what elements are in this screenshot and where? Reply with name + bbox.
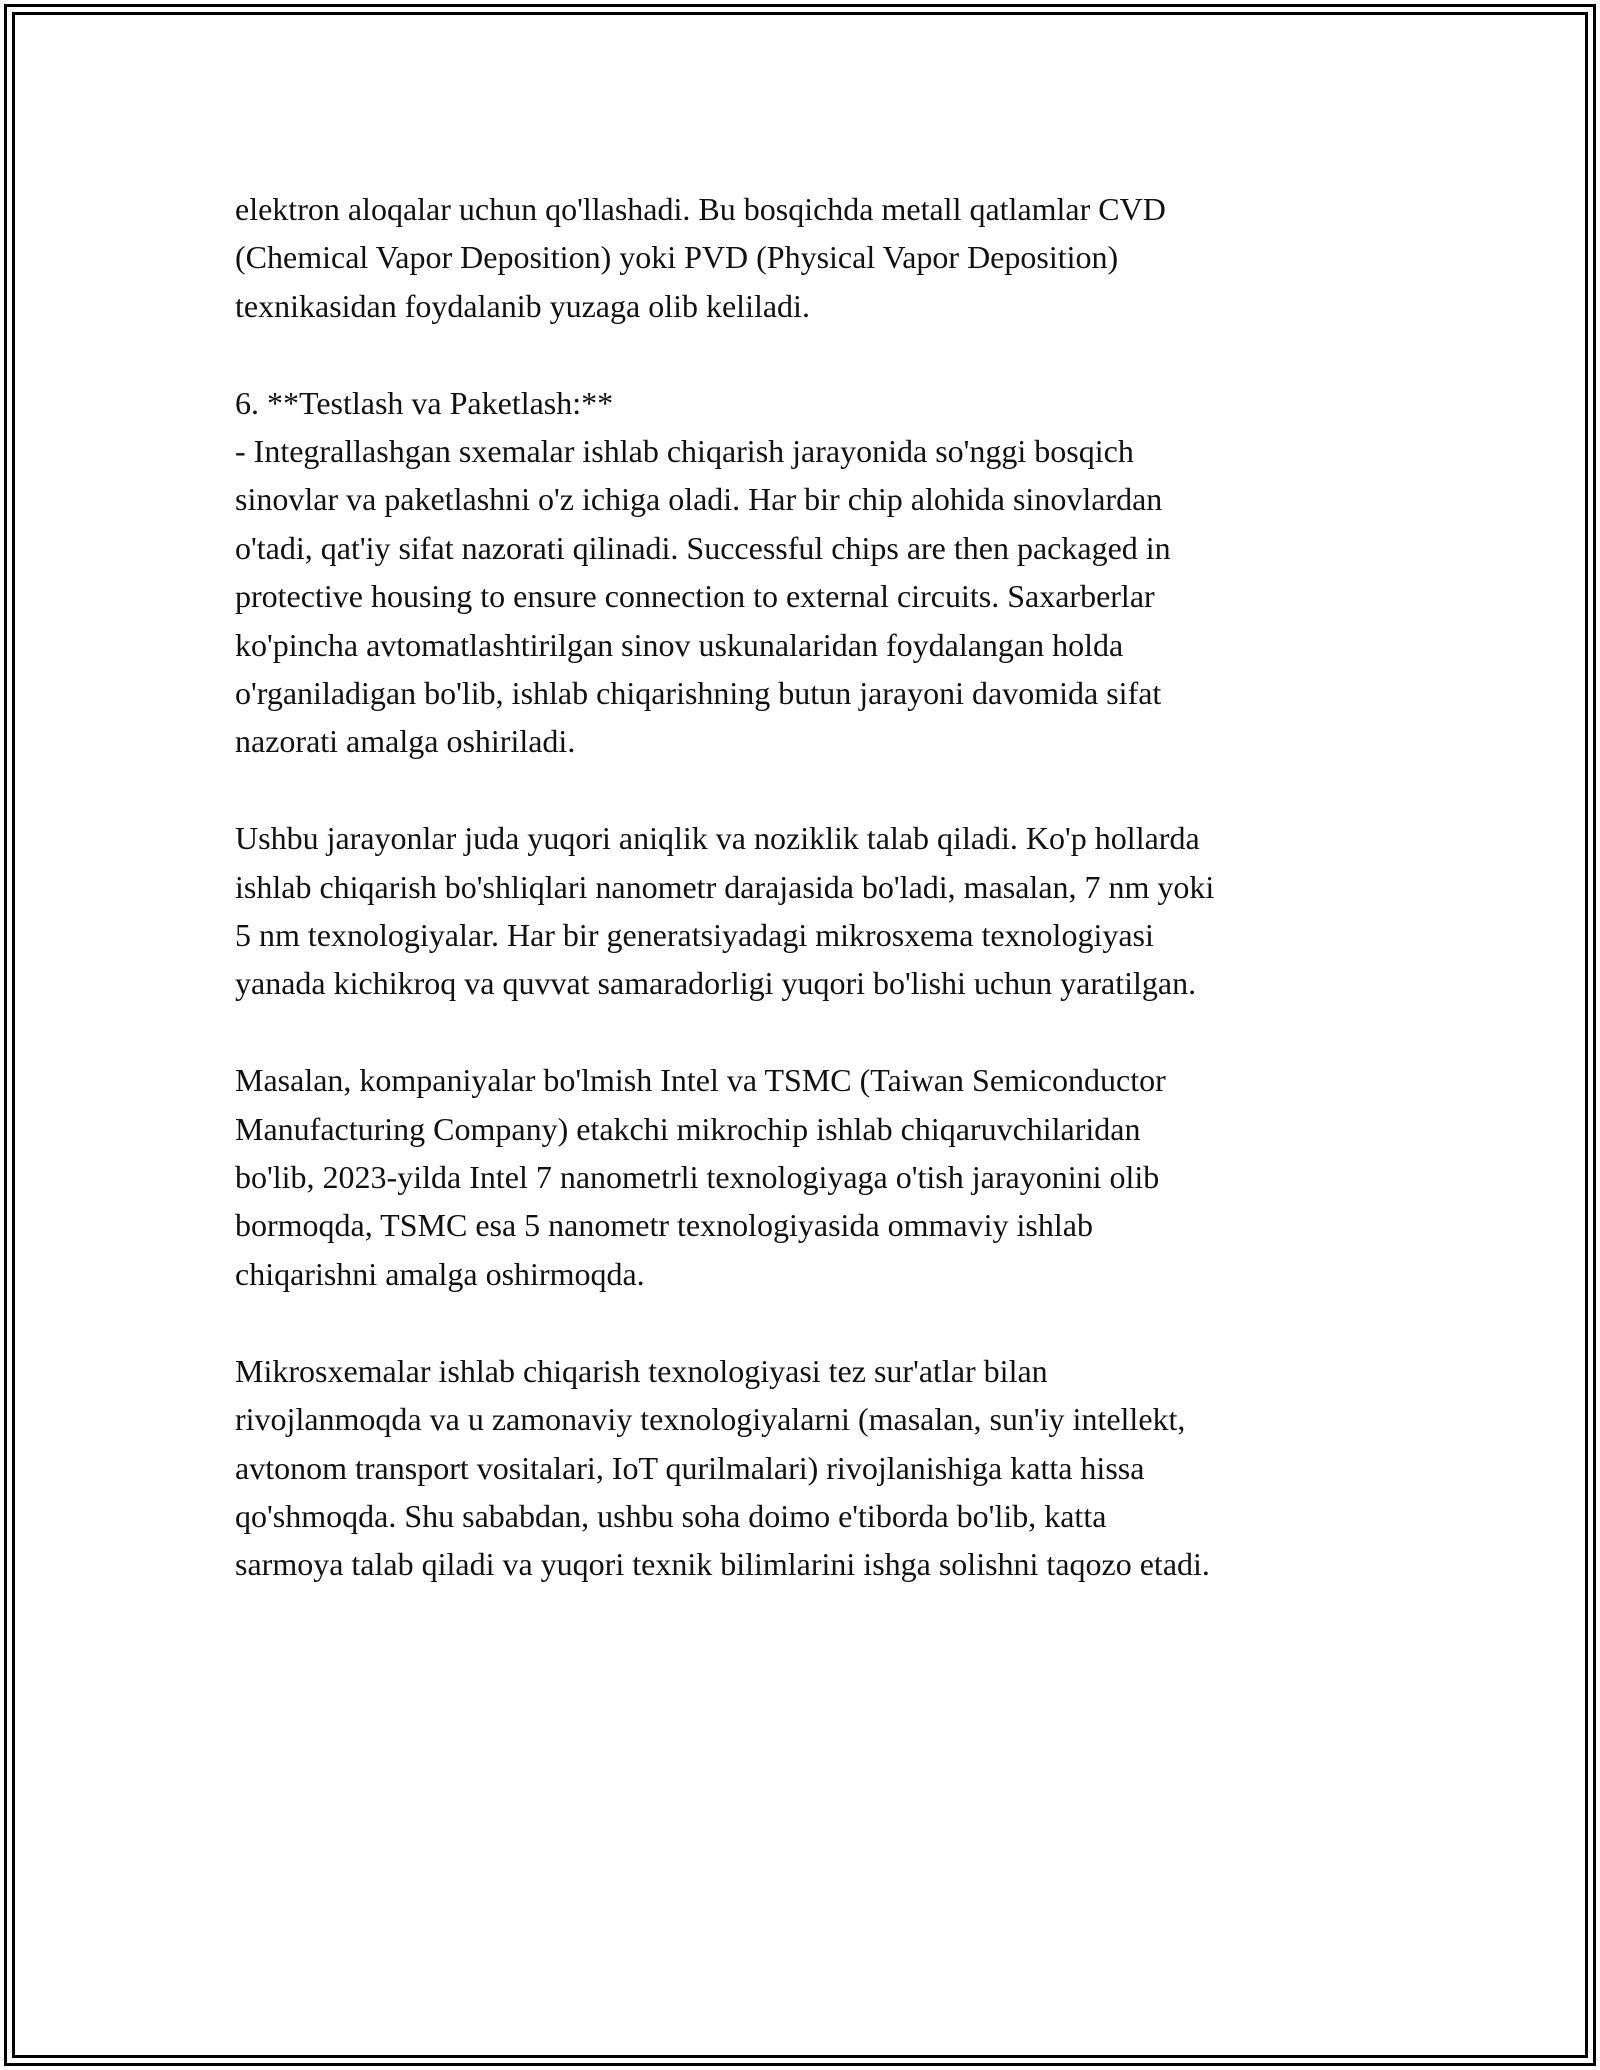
paragraph-precision: Ushbu jarayonlar juda yuqori aniqlik va noziklik talab qiladi. Ko'p hollarda ishlab chiqarish bo'shliqlari nanometr darajasida bo'ladi, masalan, 7 nm yoki 5 nm texnologiyalar. Har bir generatsiyadagi mikrosxema texnologiyasi yanada kichikroq va quvvat samaradorligi yuqori bo'lishi uchun yaratilgan.	[235, 820, 1215, 1002]
paragraph-metal-layers: elektron aloqalar uchun qo'llashadi. Bu bosqichda metall qatlamlar CVD (Chemical Vapor Deposition) yoki PVD (Physical Vapor Deposition) texnikasidan foydalanib yuzaga olib keliladi.	[235, 191, 1166, 324]
paragraph-companies: Masalan, kompaniyalar bo'lmish Intel va TSMC (Taiwan Semiconductor Manufacturing Company) etakchi mikrochip ishlab chiqaruvchilaridan bo'lib, 2023-yilda Intel 7 nanometrli texnologiyaga o'tish jarayonini olib bormoqda, TSMC esa 5 nanometr texnologiyasida ommaviy ishlab chiqarishni amalga oshirmoqda.	[235, 1062, 1166, 1292]
paragraph-testing-packaging: 6. **Testlash va Paketlash:** - Integrallashgan sxemalar ishlab chiqarish jarayonida so'nggi bosqich sinovlar va paketlashni o'z ichiga oladi. Har bir chip alohida sinovlardan o'tadi, qat'iy sifat nazorati qilinadi. Successful chips are then packaged in protective housing to ensure connection to external circuits. Saxarberlar ko'pincha avtomatlashtirilgan sinov uskunalaridan foydalangan holda o'rganiladigan bo'lib, ishlab chiqarishning butun jarayoni davomida sifat nazorati amalga oshiriladi.	[235, 384, 1171, 760]
document-body	[235, 185, 1365, 1637]
paragraph-conclusion: Mikrosxemalar ishlab chiqarish texnologiyasi tez sur'atlar bilan rivojlanmoqda va u zamonaviy texnologiyalarni (masalan, sun'iy intellekt, avtonom transport vositalari, IoT qurilmalari) rivojlanishiga katta hissa qo'shmoqda. Shu sababdan, ushbu soha doimo e'tiborda bo'lib, katta sarmoya talab qiladi va yuqori texnik bilimlarini ishga solishni taqozo etadi.	[235, 1352, 1210, 1583]
